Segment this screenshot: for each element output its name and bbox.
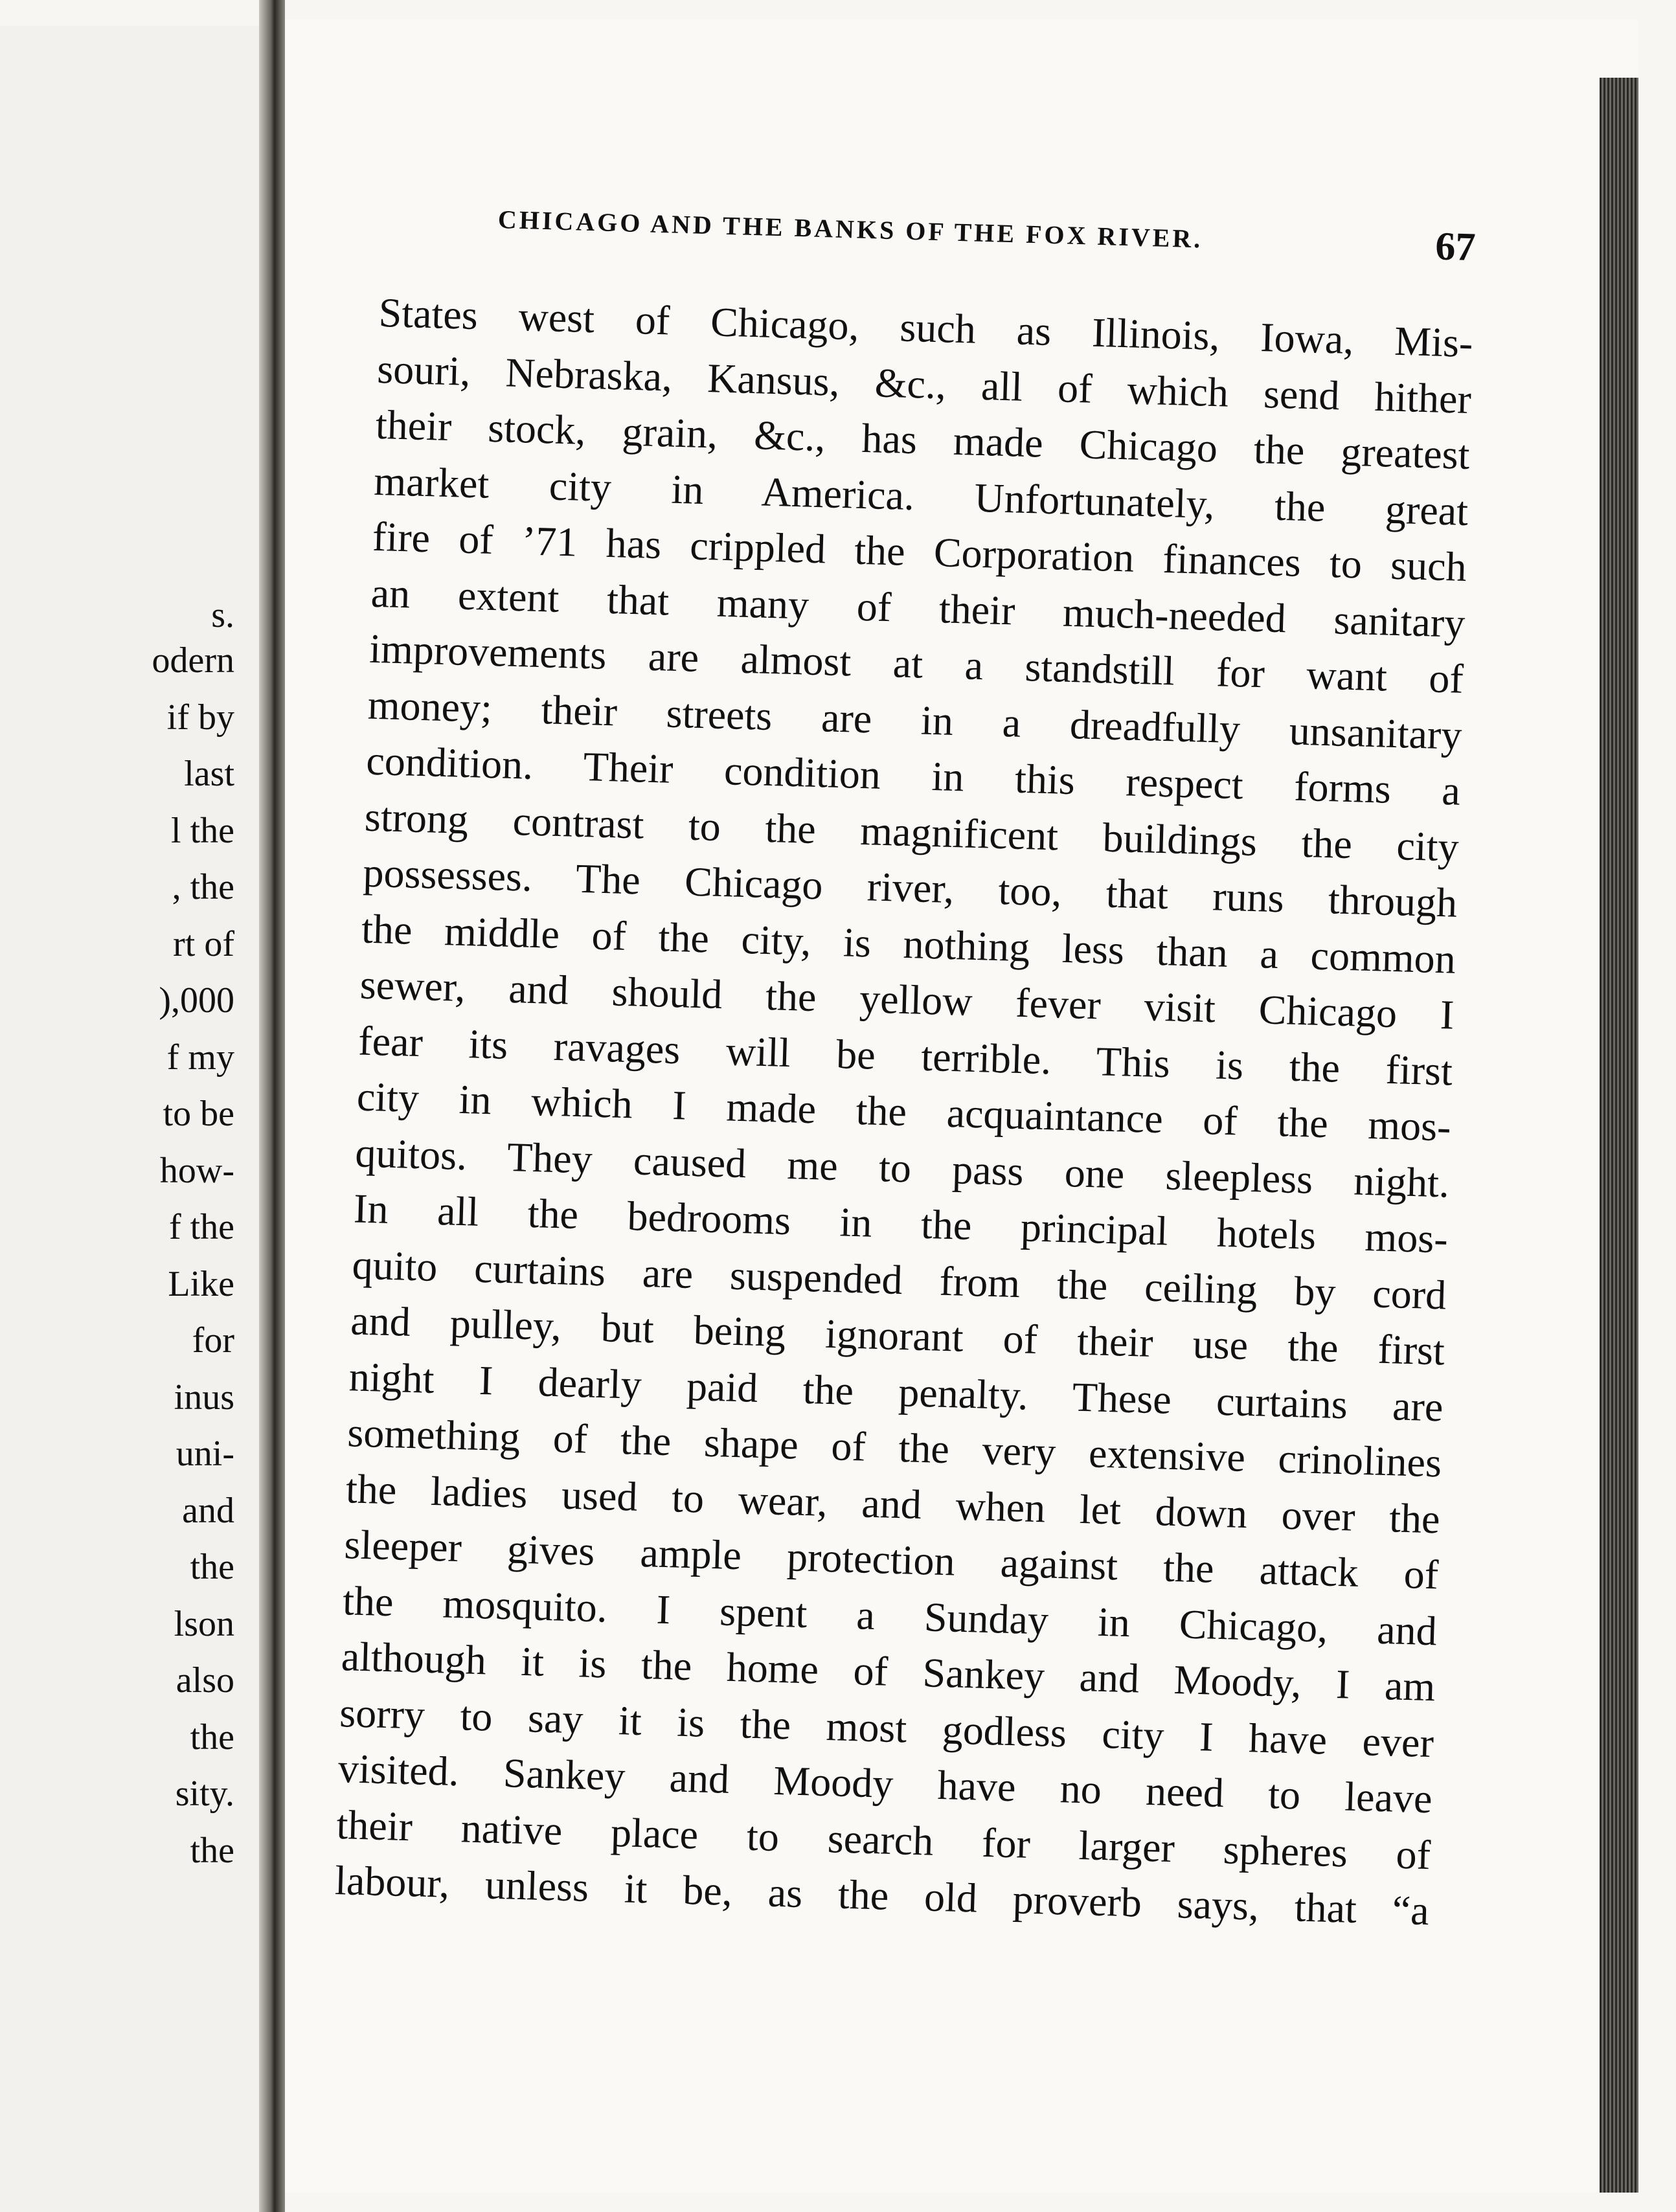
left-page-line-fragment: how- (159, 1150, 234, 1191)
text-line: States west of Chicago, such as Illinois, Iowa, Mis- (378, 289, 1474, 367)
text-line: night I dearly paid the penalty. These curtains are (348, 1353, 1444, 1430)
running-head (381, 194, 1477, 276)
left-page-line-fragment: for (192, 1320, 234, 1360)
page-number: 67 (1434, 224, 1477, 270)
left-page-line-fragment: if by (166, 697, 234, 738)
text-line: although it is the home of Sankey and Moody, I am (340, 1633, 1436, 1710)
text-line: strong contrast to the magnificent buildings the city (364, 793, 1460, 870)
left-page-header-fragment: s. (211, 595, 234, 635)
left-page-line-fragment: l the (171, 810, 234, 851)
left-page-line-fragment: sity. (175, 1774, 234, 1814)
text-line: money; their streets are in a dreadfully unsanitary (367, 681, 1463, 758)
left-page-line-fragment: the (190, 1830, 234, 1871)
text-line: city in which I made the acquaintance of the mos- (356, 1073, 1452, 1150)
left-page-line-fragment: the (190, 1717, 234, 1757)
text-line: sewer, and should the yellow fever visit Chicago I (359, 961, 1455, 1038)
left-page-line-fragment: , the (172, 867, 234, 907)
text-line: souri, Nebraska, Kansus, &c., all of which send hither (376, 345, 1472, 422)
left-page-line-fragment: odern (152, 640, 234, 681)
text-line: fear its ravages will be terrible. This is the first (357, 1017, 1453, 1094)
body-text (334, 285, 1473, 1939)
text-line: improvements are almost at a standstill for want of (368, 625, 1464, 702)
running-head-title: CHICAGO AND THE BANKS OF THE FOX RIVER. (497, 205, 1203, 254)
previous-page (0, 26, 263, 2212)
text-line: labour, unless it be, as the old proverb says, that “a (334, 1857, 1430, 1934)
text-line: In all the bedrooms in the principal hotels mos- (353, 1185, 1449, 1262)
left-page-line-fragment: rt of (173, 923, 234, 964)
left-page-line-fragment: the (190, 1547, 234, 1587)
text-line: condition. Their condition in this respect forms a (365, 737, 1461, 814)
left-page-line-fragment: and (182, 1490, 234, 1531)
text-line: an extent that many of their much-needed sanitary (370, 569, 1466, 646)
text-line: and pulley, but being ignorant of their use the first (350, 1297, 1445, 1374)
text-line: something of the shape of the very extensive crinolines (346, 1409, 1442, 1486)
text-line: their native place to search for larger spheres of (335, 1801, 1432, 1878)
left-page-line-fragment: to be (163, 1094, 234, 1134)
left-page-line-fragment: lson (174, 1603, 234, 1644)
text-line: possesses. The Chicago river, too, that runs through (362, 849, 1458, 926)
left-page-line-fragment: inus (174, 1377, 234, 1417)
text-line: the ladies used to wear, and when let down over the (345, 1465, 1441, 1542)
text-line: their stock, grain, &c., has made Chicago the greatest (375, 401, 1471, 479)
text-line: fire of ’71 has crippled the Corporation finances to such (372, 513, 1467, 590)
book-gutter (259, 0, 285, 2212)
page-content (334, 194, 1476, 1939)
left-page-line-fragment: ),000 (159, 980, 234, 1021)
left-page-line-fragment: also (176, 1660, 234, 1700)
text-line: visited. Sankey and Moody have no need to leave (337, 1745, 1433, 1822)
text-line: quito curtains are suspended from the ceiling by cord (351, 1241, 1447, 1318)
book-fore-edge (1600, 78, 1638, 2193)
left-page-line-fragment: uni- (176, 1434, 234, 1474)
left-page-line-fragment: f my (166, 1037, 234, 1078)
current-page (285, 19, 1638, 2193)
text-line: quitos. They caused me to pass one sleepless night. (354, 1129, 1451, 1206)
left-page-line-fragment: f the (168, 1207, 234, 1247)
left-page-line-fragment: Like (168, 1263, 234, 1304)
left-page-line-fragment: last (184, 754, 234, 794)
text-line: the mosquito. I spent a Sunday in Chicago, and (342, 1577, 1438, 1654)
text-line: the middle of the city, is nothing less than a common (361, 905, 1456, 982)
text-line: sleeper gives ample protection against the attack of (343, 1521, 1440, 1598)
text-line: sorry to say it is the most godless city I have ever (339, 1689, 1434, 1766)
text-line: market city in America. Unfortunately, the great (373, 457, 1469, 534)
